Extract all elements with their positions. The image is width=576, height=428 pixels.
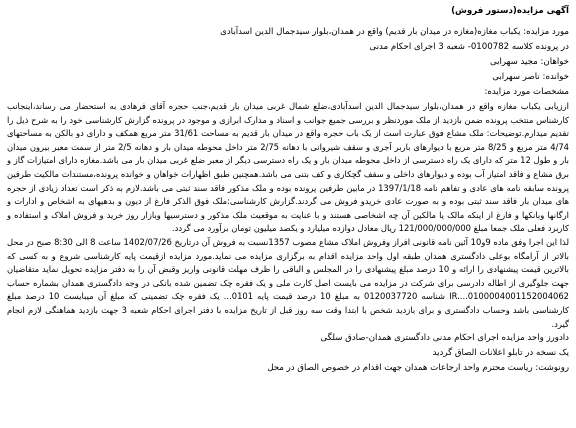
auction-terms-paragraph: لذا این اجرا وفق ماده 9و10 آئین نامه قانونی افراز وفروش املاک مشاع مصوب 1357نسبت به فروش آن درتاریخ 1402/07/26 ساعت 8 الی 8:30 صبح در محل بالاتر از آرامگاه بوعلی دادگستری همدان طبقه اول واحد مزایده اقدام به برگزاری مزایده می نماید.مورد مزایده ازقیمت پایه کارشناسی شروع و به کسی که بالاترین قیمت پیشنهادی را ارائه و 10 درصد مبلغ پیشنهادی را در المجلس و الباقی را ظرف مهلت قانونی واریز وقبض آن را به دفتر مزایده تحویل نماید متقاضیان جهت جلوگیری از اطاله دادرسی برای شرکت در مزایده می بایست اصل کارت ملی و یک فقره چک تضمین شده بانکی در وجه دادگستری همدان بشماره حساب IR....0100004001152004062 شناسه 0120037720 به مبلغ 10 درصد قیمت پایه 0101... یک فقره چک تضمینی که مبلغ آن میبایست 10 درصد مبلغ کارشناسی باشد وحساب دادگستری و برای بازدید شخص با ابتدا وقت سه روز قبل از تاریخ مزایده با دفتر اجرای احکام شعبه 3 جهت بازدید هماهنگی لازم انجام گیرد. — [7, 236, 570, 329]
auction-subject: مورد مزایده: یکباب مغازه(مغازه در میدان بار قدیم) واقع در همدان،بلوار سیدجمال الدین اسدآبادی — [220, 27, 569, 37]
signature-line: دادورز واحد مزایده اجرای احکام مدنی دادگستری همدان-صادق سلگی — [320, 333, 569, 344]
cc-line: رونوشت: ریاست محترم واحد ارجاعات همدان جهت اقدام در خصوص الصاق در محل — [267, 363, 569, 374]
copy-line: یک نسخه در تابلو اعلانات الصاق گردید — [432, 348, 569, 359]
plaintiff: خواهان: مجید سهرابی — [489, 57, 569, 67]
specs-heading: مشخصات مورد مزایده: — [484, 87, 569, 97]
notice-title: آگهی مزایده(دستور فروش) — [451, 6, 569, 16]
case-number: در پرونده کلاسه 0100782- شعبه 3 اجرای احکام مدنی — [369, 42, 569, 52]
defendant: خوانده: ناصر سهرابی — [492, 72, 569, 82]
valuation-paragraph: ارزیابی یکباب مغازه واقع در همدان،بلوار سیدجمال الدین اسدآبادی،ضلع شمال غربی میدان بار قدیم،جنب حجره آقای فرهادی به استحضار می رساند،اینجانب کارشناس منتخب پرونده ضمن بازدید از ملک موردنظر و بررسی جمیع جوانب و اسناد و مدارک ابرازی و موجود در پرونده گزارش کارشناسی خود را به شرح ذیل را تقدیم میدارم.توضیحات: ملک مشاع فوق عبارت است از یک باب حجره واقع در میدان بار قدیم به مساحت 31/61 متر مربع همکف و دارای دو بالکن به مساحتهای 4/74 متر مربع و 8/25 متر مربع با دیوارهای باربر آجری و سقف شیروانی با دهانه 2/75 متر داخل محوطه میدان بار و دهانه 2/5 متر از سمت معبر بیرون میدان بار و طول 12 متر که دارای یک راه دسترسی از داخل محوطه میدان بار و یک راه دسترسی دیگر از معبر ضلع غربی میدان بار می باشد.مغازه دارای امتیازات گاز و برق مشاع و فاقد امتیاز آب بوده و دیوارهای داخلی و سقف گچکاری و کف بتنی می باشد.همچنین طبق اظهارات خواهان و خوانده پرونده،مستندات مالکیت طرفین پرونده سابقه نامه های عادی و تفاهم نامه 1397/1/18 در مابین طرفین پرونده بوده و ملک مذکور فاقد سند ثبتی می باشد.لازم به ذکر است تعداد زیادی از حجره های میدان بار فاقد سند ثبتی بوده و به صورت عادی خریدو فروش می گردند.گزارش کارشناسی:ملک فوق الذکر فارغ از دیون و بدهیهای به اشخاص و ادارات و ارگانها وبانکها و فارغ از اینکه مالک یا مالکین آن چه اشخاصی هستند و با عنایت به موقعیت ملک مذکور و دسترسیها وبازار روز خرید و فروش املاک و استفاده و کاربرد فعلی ملک جمعا مبلغ 121/000/000/000 ریال معادل دوازده میلیارد و یکصد میلیون تومان برآورد می گردد. — [7, 101, 569, 234]
